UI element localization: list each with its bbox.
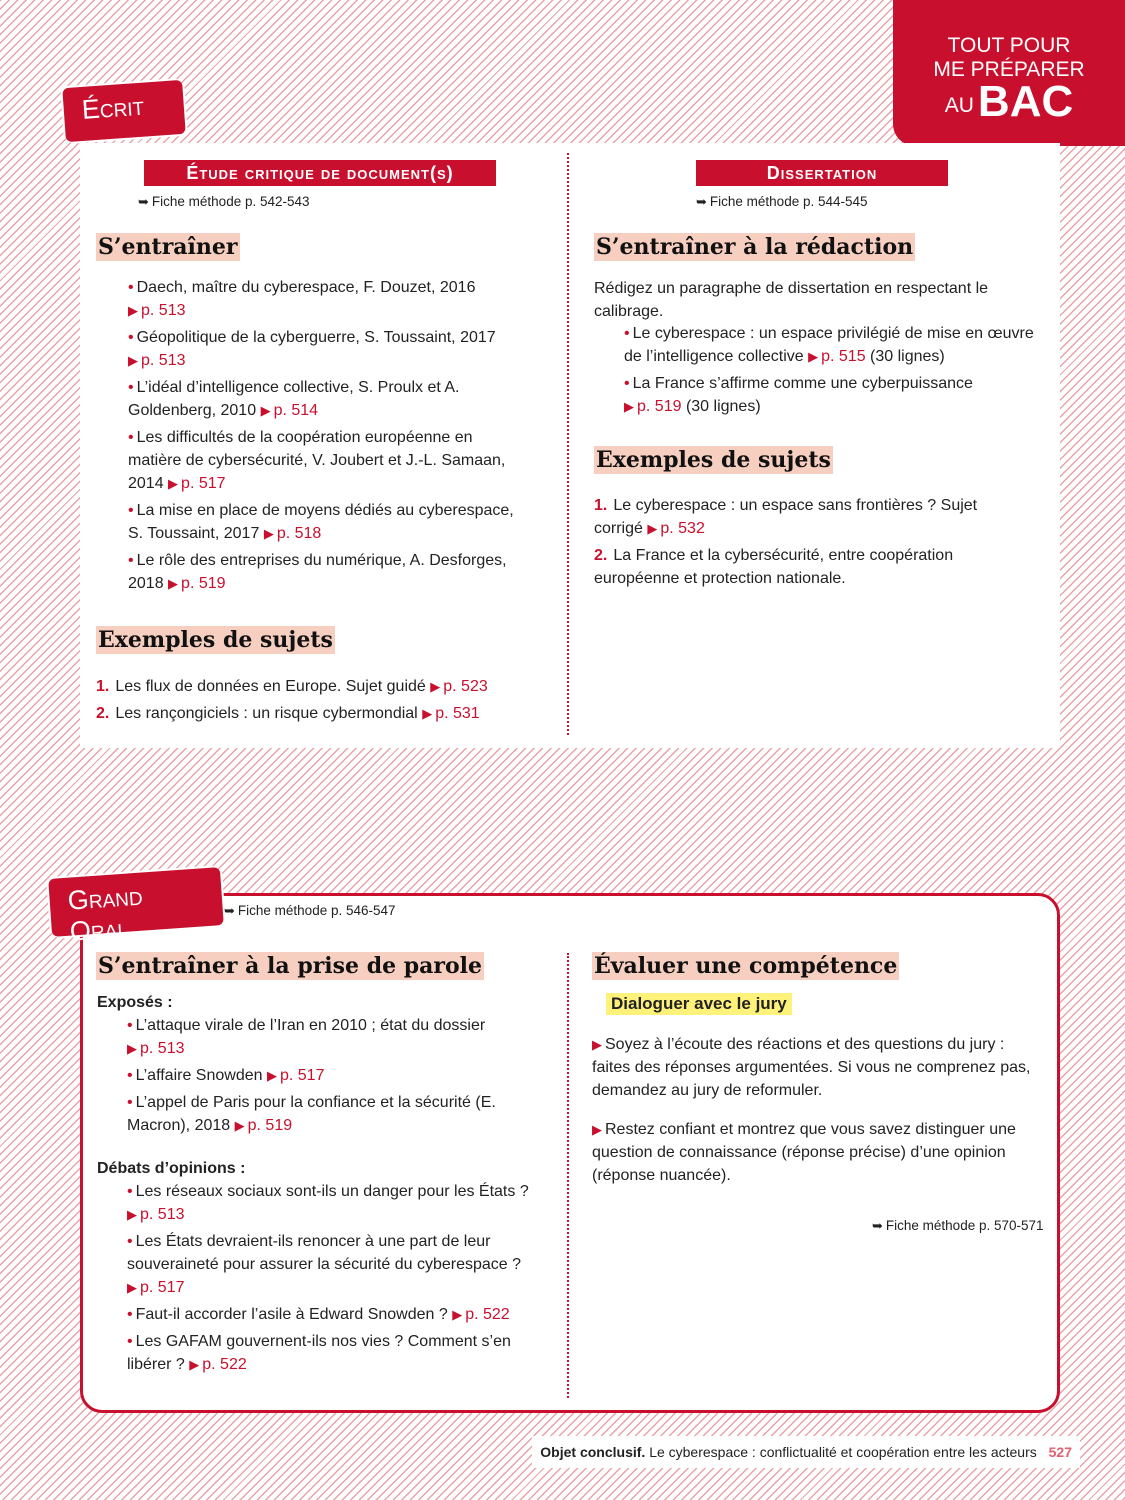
list-item: 1. Le cyberespace : un espace sans frontières ? Sujet corrigé ▶ p. 532	[594, 497, 978, 537]
list-item: • L’affaire Snowden ▶ p. 517	[127, 1067, 325, 1084]
ecrit-right-train-list	[624, 322, 1044, 422]
list-item: • La France s’affirme comme une cyberpuissance ▶ p. 519 (30 lignes)	[624, 375, 973, 415]
page-link[interactable]: p. 531	[435, 705, 480, 722]
page-link[interactable]: p. 513	[141, 352, 186, 369]
oral-right-title: Évaluer une compétence	[594, 953, 898, 979]
page-link[interactable]: p. 514	[273, 402, 319, 419]
oral-right-fiche[interactable]: ➥ Fiche méthode p. 570-571	[872, 1218, 1044, 1233]
arrow-icon: ➥	[872, 1218, 883, 1233]
list-item: • Géopolitique de la cyberguerre, S. Toussaint, 2017 ▶ p. 513	[128, 329, 496, 369]
column-divider	[567, 953, 569, 1398]
page-link[interactable]: p. 522	[465, 1306, 510, 1323]
competence-label: Dialoguer avec le jury	[606, 993, 792, 1015]
ecrit-left-fiche[interactable]: ➥ Fiche méthode p. 542-543	[138, 194, 310, 209]
list-item: • Daech, maître du cyberespace, F. Douzet, 2016 ▶ p. 513	[128, 279, 476, 319]
debats-label: Débats d’opinions :	[97, 1160, 246, 1177]
ecrit-right-header: Dissertation	[696, 160, 948, 186]
bac-big: BAC	[977, 77, 1074, 126]
exposes-list	[127, 1014, 542, 1137]
page-link[interactable]: p. 519	[247, 1117, 293, 1134]
list-item: • Le rôle des entreprises du numérique, A. Desforges, 2018 ▶ p. 519	[128, 552, 507, 592]
list-item: • Les difficultés de la coopération européenne en matière de cybersécurité, V. Joubert et J.-L. Samaan, 2014 ▶ p. 517	[128, 429, 506, 492]
ecrit-panel	[80, 143, 1060, 748]
page-number: 527	[1048, 1444, 1072, 1460]
bac-line2: ME PRÉPARER	[933, 58, 1085, 81]
list-item: 2. Les rançongiciels : un risque cybermondial ▶ p. 531	[96, 705, 480, 722]
list-item: • Faut-il accorder l’asile à Edward Snowden ? ▶ p. 522	[127, 1306, 510, 1323]
arrow-icon: ➥	[696, 194, 707, 209]
page-link[interactable]: p. 519	[637, 398, 682, 415]
list-item: • Les États devraient-ils renoncer à une part de leur souveraineté pour assurer la sécurité du cyberespace ? ▶ p. 517	[127, 1233, 521, 1296]
ecrit-left-examples	[96, 675, 536, 729]
page-link[interactable]: p. 513	[140, 1206, 185, 1223]
page-link[interactable]: p. 517	[181, 475, 226, 492]
ecrit-right-train-title: S’entraîner à la rédaction	[596, 234, 914, 260]
list-item: 1. Les flux de données en Europe. Sujet guidé ▶ p. 523	[96, 678, 488, 695]
debats-list	[127, 1180, 542, 1376]
list-item: • Le cyberespace : un espace privilégié de mise en œuvre de l’intelligence collective ▶ p. 515 (30 lignes)	[624, 325, 1034, 365]
oral-fiche[interactable]: ➥ Fiche méthode p. 546-547	[224, 903, 396, 918]
page-link[interactable]: p. 518	[276, 525, 322, 542]
page-link[interactable]: p. 513	[141, 302, 186, 319]
ecrit-right-intro: Rédigez un paragraphe de dissertation en respectant le calibrage.	[594, 280, 989, 320]
list-item: 2. La France et la cybersécurité, entre coopération européenne et protection nationale.	[594, 547, 954, 587]
footer-bold: Objet conclusif.	[540, 1444, 646, 1460]
ecrit-right-examples	[594, 494, 1024, 594]
ecrit-right-examples-title: Exemples de sujets	[596, 447, 831, 473]
page-link[interactable]: p. 517	[279, 1067, 325, 1084]
bac-line1: TOUT POUR	[947, 34, 1071, 57]
oral-tag: Grand Oral	[48, 867, 224, 937]
footer	[532, 1436, 1080, 1468]
bac-badge	[893, 0, 1125, 146]
column-divider	[567, 153, 569, 735]
page-link[interactable]: p. 515	[821, 348, 866, 365]
footer-text: Le cyberespace : conflictualité et coopération entre les acteurs	[649, 1444, 1037, 1460]
ecrit-left-examples-title: Exemples de sujets	[98, 627, 333, 653]
ecrit-left-header: Étude critique de document(s)	[144, 160, 496, 186]
paragraph: ▶ Soyez à l’écoute des réactions et des questions du jury : faites des réponses argumentées. Si vous ne comprenez pas, demandez au jury de reformuler.	[592, 1036, 1031, 1099]
oral-right-content	[592, 1033, 1042, 1191]
page-link[interactable]: p. 517	[140, 1279, 185, 1296]
page-link[interactable]: p. 522	[202, 1356, 247, 1373]
arrow-icon: ➥	[224, 903, 235, 918]
page-link[interactable]: p. 532	[660, 520, 705, 537]
bac-line3: AUBAC	[944, 77, 1074, 126]
page-link[interactable]: p. 513	[140, 1040, 185, 1057]
list-item: • Les GAFAM gouvernent-ils nos vies ? Comment s’en libérer ? ▶ p. 522	[127, 1333, 511, 1373]
list-item: • Les réseaux sociaux sont-ils un danger pour les États ? ▶ p. 513	[127, 1183, 529, 1223]
list-item: • L’attaque virale de l’Iran en 2010 ; état du dossier ▶ p. 513	[127, 1017, 486, 1057]
ecrit-left-train-list	[128, 276, 523, 599]
arrow-icon: ➥	[138, 194, 149, 209]
list-item: • L’idéal d’intelligence collective, S. Proulx et A. Goldenberg, 2010 ▶ p. 514	[128, 379, 460, 419]
ecrit-right-fiche[interactable]: ➥ Fiche méthode p. 544-545	[696, 194, 868, 209]
paragraph: ▶ Restez confiant et montrez que vous savez distinguer une question de connaissance (réponse précise) d’une opinion (réponse nuancée).	[592, 1121, 1016, 1184]
list-item: • La mise en place de moyens dédiés au cyberespace, S. Toussaint, 2017 ▶ p. 518	[128, 502, 514, 542]
exposes-label: Exposés :	[97, 994, 173, 1011]
page-link[interactable]: p. 523	[443, 678, 488, 695]
ecrit-tag: Écrit	[62, 80, 185, 142]
ecrit-left-train-title: S’entraîner	[98, 234, 238, 260]
oral-left-content	[97, 991, 542, 1380]
page-link[interactable]: p. 519	[181, 575, 226, 592]
oral-left-title: S’entraîner à la prise de parole	[98, 953, 483, 979]
list-item: • L’appel de Paris pour la confiance et la sécurité (E. Macron), 2018 ▶ p. 519	[127, 1094, 496, 1134]
